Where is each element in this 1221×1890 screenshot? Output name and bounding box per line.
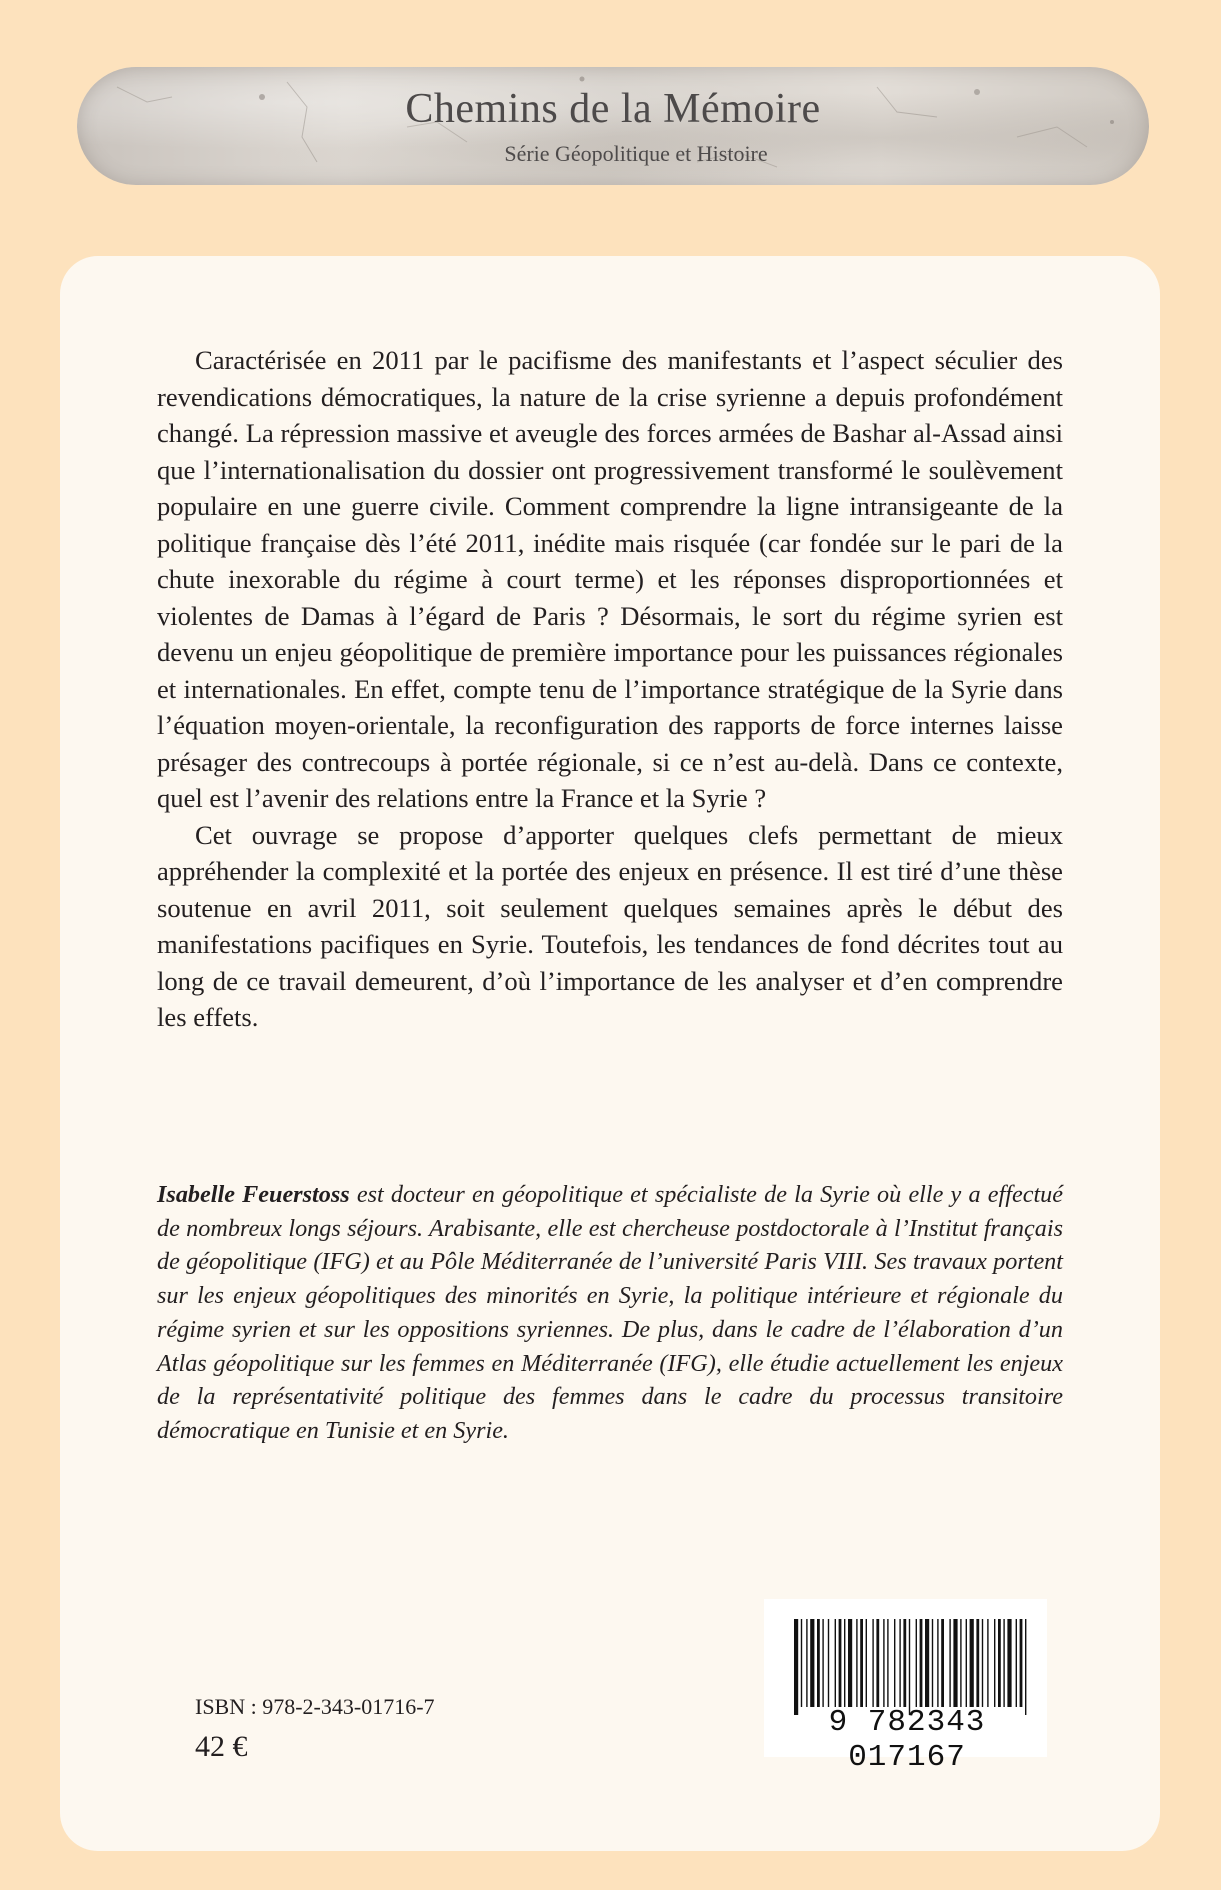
barcode-bar bbox=[883, 1619, 884, 1707]
barcode-bar bbox=[866, 1619, 867, 1707]
book-summary bbox=[157, 342, 1063, 1036]
barcode-bar bbox=[1003, 1619, 1004, 1707]
barcode-bar bbox=[1016, 1619, 1017, 1707]
isbn: ISBN : 978-2-343-01716-7 bbox=[195, 1694, 435, 1719]
barcode-bar bbox=[982, 1619, 983, 1707]
barcode-bar bbox=[953, 1619, 957, 1707]
barcode-bar bbox=[887, 1619, 888, 1707]
barcode-bar bbox=[844, 1619, 845, 1707]
barcode-bar bbox=[925, 1619, 929, 1707]
barcode-bar bbox=[937, 1619, 938, 1707]
barcode-bar bbox=[970, 1619, 974, 1707]
barcode-bar bbox=[1007, 1619, 1011, 1707]
summary-paragraph: Cet ouvrage se propose d’apporter quelques clefs permettant de mieux appréhender la complexité et la portée des enjeux en présence. Il est tiré d’une thèse soutenue en avril 2011, soit seulement quelques semaines après le début des manifestations pacifiques en Syrie. Toutefois, les tendances de fond décrites tout au long de ce travail demeurent, d’où l’importance de les analyser et d’en comprendre les effets. bbox=[157, 819, 1063, 1032]
barcode-bar bbox=[966, 1619, 967, 1707]
barcode-bar bbox=[894, 1619, 895, 1707]
barcode-digits: 9 782343 017167 bbox=[828, 1705, 986, 1775]
barcode-bar bbox=[998, 1619, 1001, 1707]
barcode-bar bbox=[860, 1619, 863, 1707]
barcode-bar bbox=[987, 1619, 988, 1707]
barcode-bar bbox=[806, 1619, 807, 1707]
price: 42 € bbox=[195, 1730, 248, 1763]
barcode-bar bbox=[794, 1619, 798, 1715]
barcode-bar bbox=[994, 1619, 995, 1707]
barcode-bar bbox=[822, 1619, 823, 1707]
series-banner bbox=[77, 67, 1149, 185]
barcode-bar bbox=[872, 1619, 873, 1707]
barcode-bar bbox=[903, 1619, 906, 1707]
barcode-bar bbox=[856, 1619, 857, 1707]
barcode-bar bbox=[909, 1619, 910, 1715]
series-title: Chemins de la Mémoire bbox=[405, 86, 821, 132]
barcode-bar bbox=[1025, 1619, 1026, 1715]
series-subtitle: Série Géopolitique et Histoire bbox=[504, 141, 768, 166]
barcode bbox=[764, 1599, 1047, 1775]
barcode-bar bbox=[932, 1619, 933, 1707]
barcode-bar bbox=[1020, 1619, 1023, 1707]
barcode-bar bbox=[876, 1619, 879, 1707]
barcode-bar bbox=[817, 1619, 820, 1707]
barcode-bar bbox=[848, 1619, 852, 1707]
barcode-bar bbox=[976, 1619, 979, 1707]
barcode-bar bbox=[810, 1619, 814, 1707]
summary-paragraph: Caractérisée en 2011 par le pacifisme des manifestants et l’aspect séculier des revendications démocratiques, la nature de la crise syrienne a depuis profondément changé. La répression massive et aveugle des forces armées de Bashar al-Assad ainsi que l’internationalisation du dossier ont progressivement transformé le soulèvement populaire en une guerre civile. Comment comprendre la ligne intransigeante de la politique française dès l’été 2011, inédite mais risquée (car fondée sur le pari de la chute inexorable du régime à court terme) et les réponses disproportionnées et violentes de Damas à l’égard de Paris ? Désormais, le sort du régime syrien est devenu un enjeu géopolitique de première importance pour les puissances régionales et internationales. En effet, compte tenu de l’importance stratégique de la Syrie dans l’équation moyen-orientale, la reconfiguration des rapports de force internes laisse présager des contrecoups à portée régionale, si ce n’est au-delà. Dans ce contexte, quel est l’avenir des relations entre la France et la Syrie ? bbox=[157, 345, 1063, 813]
barcode-bar bbox=[828, 1619, 829, 1707]
author-name: Isabelle Feuerstoss bbox=[157, 1181, 350, 1208]
barcode-bar bbox=[801, 1619, 802, 1707]
barcode-bar bbox=[949, 1619, 950, 1707]
barcode-bar bbox=[916, 1619, 917, 1707]
barcode-bar bbox=[835, 1619, 836, 1707]
author-bio-text: est docteur en géopolitique et spécialiste de la Syrie où elle y a effectué de nombreux longs séjours. Arabisante, elle est chercheuse postdoctorale à l’Institut français de géopolitique (IFG) et au Pôle Méditerranée de l’université Paris VIII. Ses travaux portent sur les enjeux géopolitiques des minorités en Syrie, la politique intérieure et régionale du régime syrien et sur les oppositions syriennes. De plus, dans le cadre de l’élaboration d’un Atlas géopolitique sur les femmes en Méditerranée (IFG), elle étudie actuellement les enjeux de la représentativité politique des femmes dans le cadre du processus transitoire démocratique en Tunisie et en Syrie. bbox=[157, 1181, 1063, 1444]
barcode-bar bbox=[899, 1619, 900, 1707]
barcode-bar bbox=[941, 1619, 944, 1707]
barcode-bar bbox=[839, 1619, 842, 1707]
barcode-bar bbox=[920, 1619, 923, 1707]
author-bio bbox=[157, 1178, 1063, 1448]
barcode-bar bbox=[960, 1619, 961, 1707]
